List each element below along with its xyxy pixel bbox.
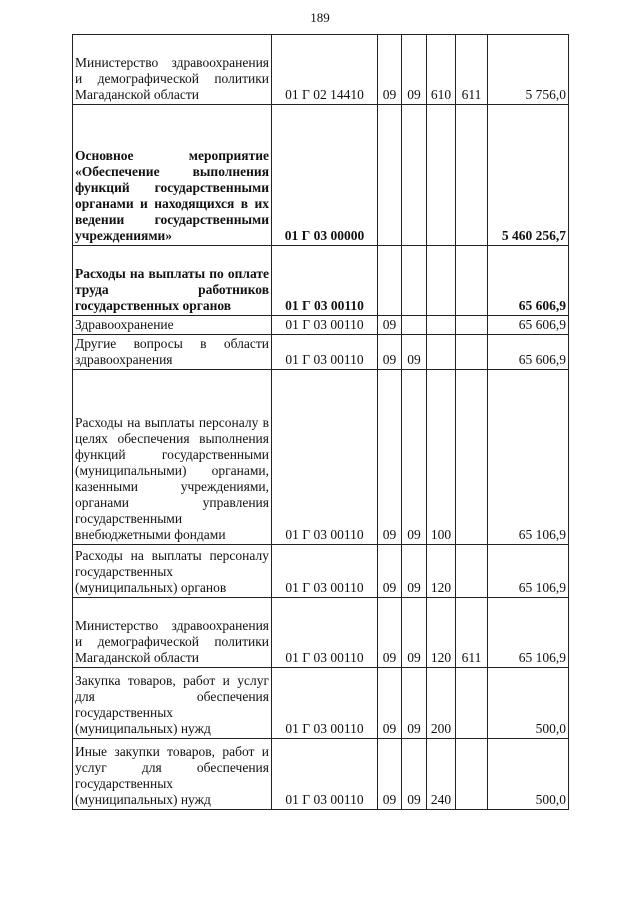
row-subsection — [402, 246, 427, 316]
row-expense-type — [427, 316, 456, 335]
table-row — [73, 316, 569, 335]
row-section: 09 — [378, 668, 402, 739]
row-subsection — [402, 316, 427, 335]
row-section — [378, 105, 402, 246]
row-admin — [456, 335, 488, 370]
row-code: 01 Г 03 00110 — [272, 545, 378, 598]
table-row — [73, 370, 569, 545]
row-expense-type — [427, 335, 456, 370]
row-expense-type: 240 — [427, 739, 456, 810]
row-code: 01 Г 03 00110 — [272, 370, 378, 545]
row-section: 09 — [378, 545, 402, 598]
row-admin — [456, 545, 488, 598]
row-section: 09 — [378, 739, 402, 810]
table-row — [73, 246, 569, 316]
row-amount: 65 606,9 — [488, 335, 569, 370]
row-code: 01 Г 03 00110 — [272, 668, 378, 739]
row-subsection: 09 — [402, 370, 427, 545]
row-expense-type: 120 — [427, 545, 456, 598]
row-section: 09 — [378, 370, 402, 545]
row-name: Расходы на выплаты персоналу в целях обеспечения выполнения функций государственными (муниципальными) органами, казенными учреждениями, органами управления государственными внебюджетными фондами — [73, 370, 272, 545]
row-admin — [456, 105, 488, 246]
row-amount: 65 106,9 — [488, 598, 569, 668]
row-section: 09 — [378, 598, 402, 668]
row-name: Основное мероприятие «Обеспечение выполнения функций государственными органами и находящихся в их ведении государственными учреждениями» — [73, 105, 272, 246]
row-name: Другие вопросы в области здравоохранения — [73, 335, 272, 370]
row-section — [378, 246, 402, 316]
row-code: 01 Г 03 00110 — [272, 598, 378, 668]
row-amount: 5 756,0 — [488, 35, 569, 105]
row-admin — [456, 246, 488, 316]
row-section: 09 — [378, 35, 402, 105]
row-expense-type — [427, 105, 456, 246]
table-row — [73, 739, 569, 810]
table-row — [73, 668, 569, 739]
table-row — [73, 545, 569, 598]
row-code: 01 Г 03 00110 — [272, 316, 378, 335]
row-name: Здравоохранение — [73, 316, 272, 335]
row-expense-type: 200 — [427, 668, 456, 739]
row-name: Иные закупки товаров, работ и услуг для обеспечения государственных (муниципальных) нужд — [73, 739, 272, 810]
row-amount: 65 106,9 — [488, 545, 569, 598]
row-subsection — [402, 105, 427, 246]
row-name: Расходы на выплаты персоналу государственных (муниципальных) органов — [73, 545, 272, 598]
row-code: 01 Г 03 00110 — [272, 739, 378, 810]
row-subsection: 09 — [402, 545, 427, 598]
row-name: Министерство здравоохранения и демографической политики Магаданской области — [73, 598, 272, 668]
row-code: 01 Г 03 00000 — [272, 105, 378, 246]
row-amount: 500,0 — [488, 668, 569, 739]
row-code: 01 Г 03 00110 — [272, 335, 378, 370]
row-amount: 500,0 — [488, 739, 569, 810]
row-expense-type — [427, 246, 456, 316]
row-amount: 65 606,9 — [488, 316, 569, 335]
row-admin: 611 — [456, 35, 488, 105]
row-amount: 65 106,9 — [488, 370, 569, 545]
row-expense-type: 120 — [427, 598, 456, 668]
table-row — [73, 105, 569, 246]
row-section: 09 — [378, 335, 402, 370]
row-code: 01 Г 03 00110 — [272, 246, 378, 316]
row-subsection: 09 — [402, 739, 427, 810]
table-row — [73, 335, 569, 370]
table-row — [73, 35, 569, 105]
row-subsection: 09 — [402, 335, 427, 370]
row-subsection: 09 — [402, 668, 427, 739]
row-admin — [456, 739, 488, 810]
row-expense-type: 610 — [427, 35, 456, 105]
row-subsection: 09 — [402, 598, 427, 668]
row-admin — [456, 668, 488, 739]
row-admin — [456, 370, 488, 545]
row-code: 01 Г 02 14410 — [272, 35, 378, 105]
row-name: Министерство здравоохранения и демографической политики Магаданской области — [73, 35, 272, 105]
row-subsection: 09 — [402, 35, 427, 105]
budget-table — [72, 34, 569, 810]
table-row — [73, 598, 569, 668]
row-expense-type: 100 — [427, 370, 456, 545]
row-admin: 611 — [456, 598, 488, 668]
row-name: Расходы на выплаты по оплате труда работников государственных органов — [73, 246, 272, 316]
row-section: 09 — [378, 316, 402, 335]
row-amount: 65 606,9 — [488, 246, 569, 316]
row-admin — [456, 316, 488, 335]
page-number: 189 — [310, 10, 330, 25]
row-amount: 5 460 256,7 — [488, 105, 569, 246]
row-name: Закупка товаров, работ и услуг для обеспечения государственных (муниципальных) нужд — [73, 668, 272, 739]
